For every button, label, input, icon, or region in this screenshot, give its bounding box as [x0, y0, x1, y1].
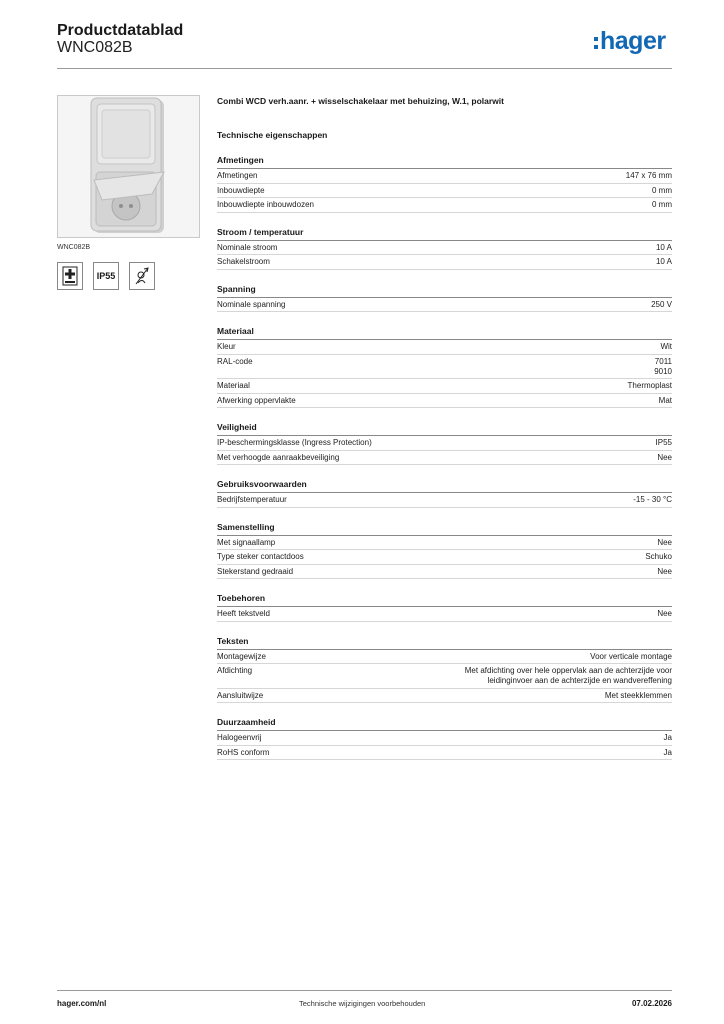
spec-row — [217, 379, 672, 394]
logo-text: hager — [600, 27, 666, 55]
spec-row — [217, 184, 672, 199]
spec-label: Nominale spanning — [217, 299, 286, 309]
spec-value-line: Met steekklemmen — [604, 690, 672, 700]
spec-value — [657, 609, 672, 619]
spec-row — [217, 451, 672, 466]
spec-label: Type steker contactdoos — [217, 552, 304, 561]
footer-divider — [57, 990, 672, 991]
spec-label: Halogeenvrij — [217, 733, 262, 742]
ip55-badge — [93, 262, 119, 290]
spec-value-line: Mat — [658, 395, 672, 405]
spec-value — [628, 381, 672, 391]
section-title: Samenstelling — [217, 522, 672, 536]
footer-date: 07.02.2026 — [631, 999, 672, 1008]
page-title: Productdatablad — [57, 22, 184, 39]
spec-value — [656, 257, 672, 267]
spec-value — [657, 538, 672, 548]
product-description: Combi WCD verh.aanr. + wisselschakelaar met behuizing, W.1, polarwit — [217, 96, 504, 106]
spec-value-line: Nee — [657, 452, 672, 462]
spec-label: Bedrijfstemperatuur — [217, 495, 287, 504]
spec-label: Montagewijze — [217, 651, 266, 661]
spec-value-line: -15 - 30 °C — [633, 495, 672, 504]
section-title: Veiligheid — [217, 422, 672, 436]
ip55-label: IP55 — [96, 271, 116, 281]
spec-row — [217, 536, 672, 551]
spec-value — [590, 652, 672, 662]
spec-section — [217, 636, 672, 704]
spec-row — [217, 746, 672, 761]
spec-label: Met verhoogde aanraakbeveiliging — [217, 452, 340, 462]
spec-row — [217, 169, 672, 184]
spec-section — [217, 522, 672, 580]
spec-value — [664, 748, 672, 758]
spec-row — [217, 298, 672, 313]
spec-row — [217, 355, 672, 380]
spec-value-line: 10 A — [655, 257, 672, 266]
spec-value — [652, 186, 672, 196]
spec-section — [217, 227, 672, 270]
flame-test-icon — [129, 262, 155, 290]
spec-row — [217, 241, 672, 256]
hager-logo — [594, 26, 666, 56]
spec-label: RoHS conform — [217, 747, 270, 757]
spec-value — [659, 396, 672, 406]
spec-row — [217, 664, 672, 689]
spec-label: Afmetingen — [217, 171, 258, 180]
section-title: Duurzaamheid — [217, 717, 672, 731]
spec-sections — [217, 155, 672, 760]
spec-value-line: 0 mm — [652, 200, 672, 209]
spec-value-line: 147 x 76 mm — [625, 171, 672, 180]
spec-value — [626, 171, 672, 181]
spec-label: Afwerking oppervlakte — [217, 395, 296, 405]
spec-row — [217, 689, 672, 704]
spec-value — [657, 567, 672, 577]
spec-label: Inbouwdiepte inbouwdozen — [217, 200, 314, 209]
footer-website: hager.com/nl — [57, 999, 107, 1008]
spec-section — [217, 593, 672, 622]
spec-value-line: IP55 — [655, 438, 672, 447]
spec-value-line: 0 mm — [652, 185, 672, 195]
spec-value-line: Schuko — [645, 552, 672, 561]
spec-row — [217, 607, 672, 622]
spec-label: Materiaal — [217, 381, 250, 390]
footer-notice: Technische wijzigingen voorbehouden — [299, 999, 426, 1008]
spec-value — [657, 453, 672, 463]
spec-label: Schakelstroom — [217, 257, 270, 266]
spec-label: Kleur — [217, 342, 236, 351]
spec-content — [217, 95, 672, 760]
spec-value-line: Nee — [657, 609, 672, 618]
spec-value — [465, 666, 672, 686]
header-divider — [57, 68, 672, 69]
section-title: Afmetingen — [217, 155, 672, 169]
spec-section — [217, 326, 672, 408]
spec-section — [217, 422, 672, 465]
spec-row — [217, 550, 672, 565]
spec-value-line: Voor verticale montage — [590, 651, 672, 661]
spec-row — [217, 493, 672, 508]
spec-label: Inbouwdiepte — [217, 185, 265, 195]
spec-row — [217, 731, 672, 746]
section-title: Stroom / temperatuur — [217, 227, 672, 241]
image-caption: WNC082B — [57, 244, 91, 251]
spec-row — [217, 650, 672, 665]
spec-label: Afdichting — [217, 666, 253, 675]
spec-label: Stekerstand gedraaid — [217, 566, 294, 576]
spec-value-line: 250 V — [651, 299, 672, 309]
spec-section — [217, 284, 672, 313]
spec-value-line: 10 A — [655, 242, 672, 252]
spec-value — [660, 342, 672, 352]
spec-value — [656, 243, 672, 253]
spec-value-line: leidinginvoer aan de achterzijde en wandvereffening — [487, 676, 672, 685]
product-code: WNC082B — [57, 39, 133, 56]
certification-icons — [57, 262, 155, 290]
spec-value-line: 9010 — [654, 366, 672, 376]
spec-value-line: Wit — [660, 342, 672, 351]
section-title: Teksten — [217, 636, 672, 650]
spec-row — [217, 436, 672, 451]
product-image — [57, 95, 200, 238]
spec-label: IP-beschermingsklasse (Ingress Protection) — [217, 438, 372, 447]
spec-row — [217, 255, 672, 270]
spec-label: Met signaallamp — [217, 537, 276, 547]
spec-value-line: Nee — [657, 566, 672, 576]
spec-section — [217, 155, 672, 213]
spec-value — [652, 200, 672, 210]
logo-dots-icon — [594, 37, 598, 49]
spec-value-line: Met afdichting over hele oppervlak aan de achterzijde voor — [464, 666, 672, 675]
spec-value — [633, 495, 672, 505]
spec-value — [654, 357, 672, 377]
class-ii-icon — [57, 262, 83, 290]
spec-section — [217, 479, 672, 508]
spec-section — [217, 717, 672, 760]
spec-value — [656, 438, 672, 448]
spec-label: Nominale stroom — [217, 242, 278, 252]
spec-row — [217, 340, 672, 355]
spec-row — [217, 394, 672, 409]
spec-row — [217, 565, 672, 580]
spec-label: Heeft tekstveld — [217, 609, 270, 618]
tech-title: Technische eigenschappen — [217, 130, 328, 140]
section-title: Materiaal — [217, 326, 672, 340]
spec-value-line: Nee — [657, 537, 672, 547]
spec-row — [217, 198, 672, 213]
spec-label: RAL-code — [217, 356, 253, 366]
spec-value-line: Ja — [663, 747, 672, 757]
spec-value-line: Ja — [663, 733, 672, 742]
spec-value-line: Thermoplast — [627, 381, 672, 390]
spec-value-line: 7011 — [654, 356, 672, 366]
spec-value — [605, 691, 672, 701]
spec-label: Aansluitwijze — [217, 690, 264, 700]
section-title: Toebehoren — [217, 593, 672, 607]
spec-value — [651, 300, 672, 310]
spec-value — [664, 733, 672, 743]
section-title: Gebruiksvoorwaarden — [217, 479, 672, 493]
spec-value — [645, 552, 672, 562]
section-title: Spanning — [217, 284, 672, 298]
